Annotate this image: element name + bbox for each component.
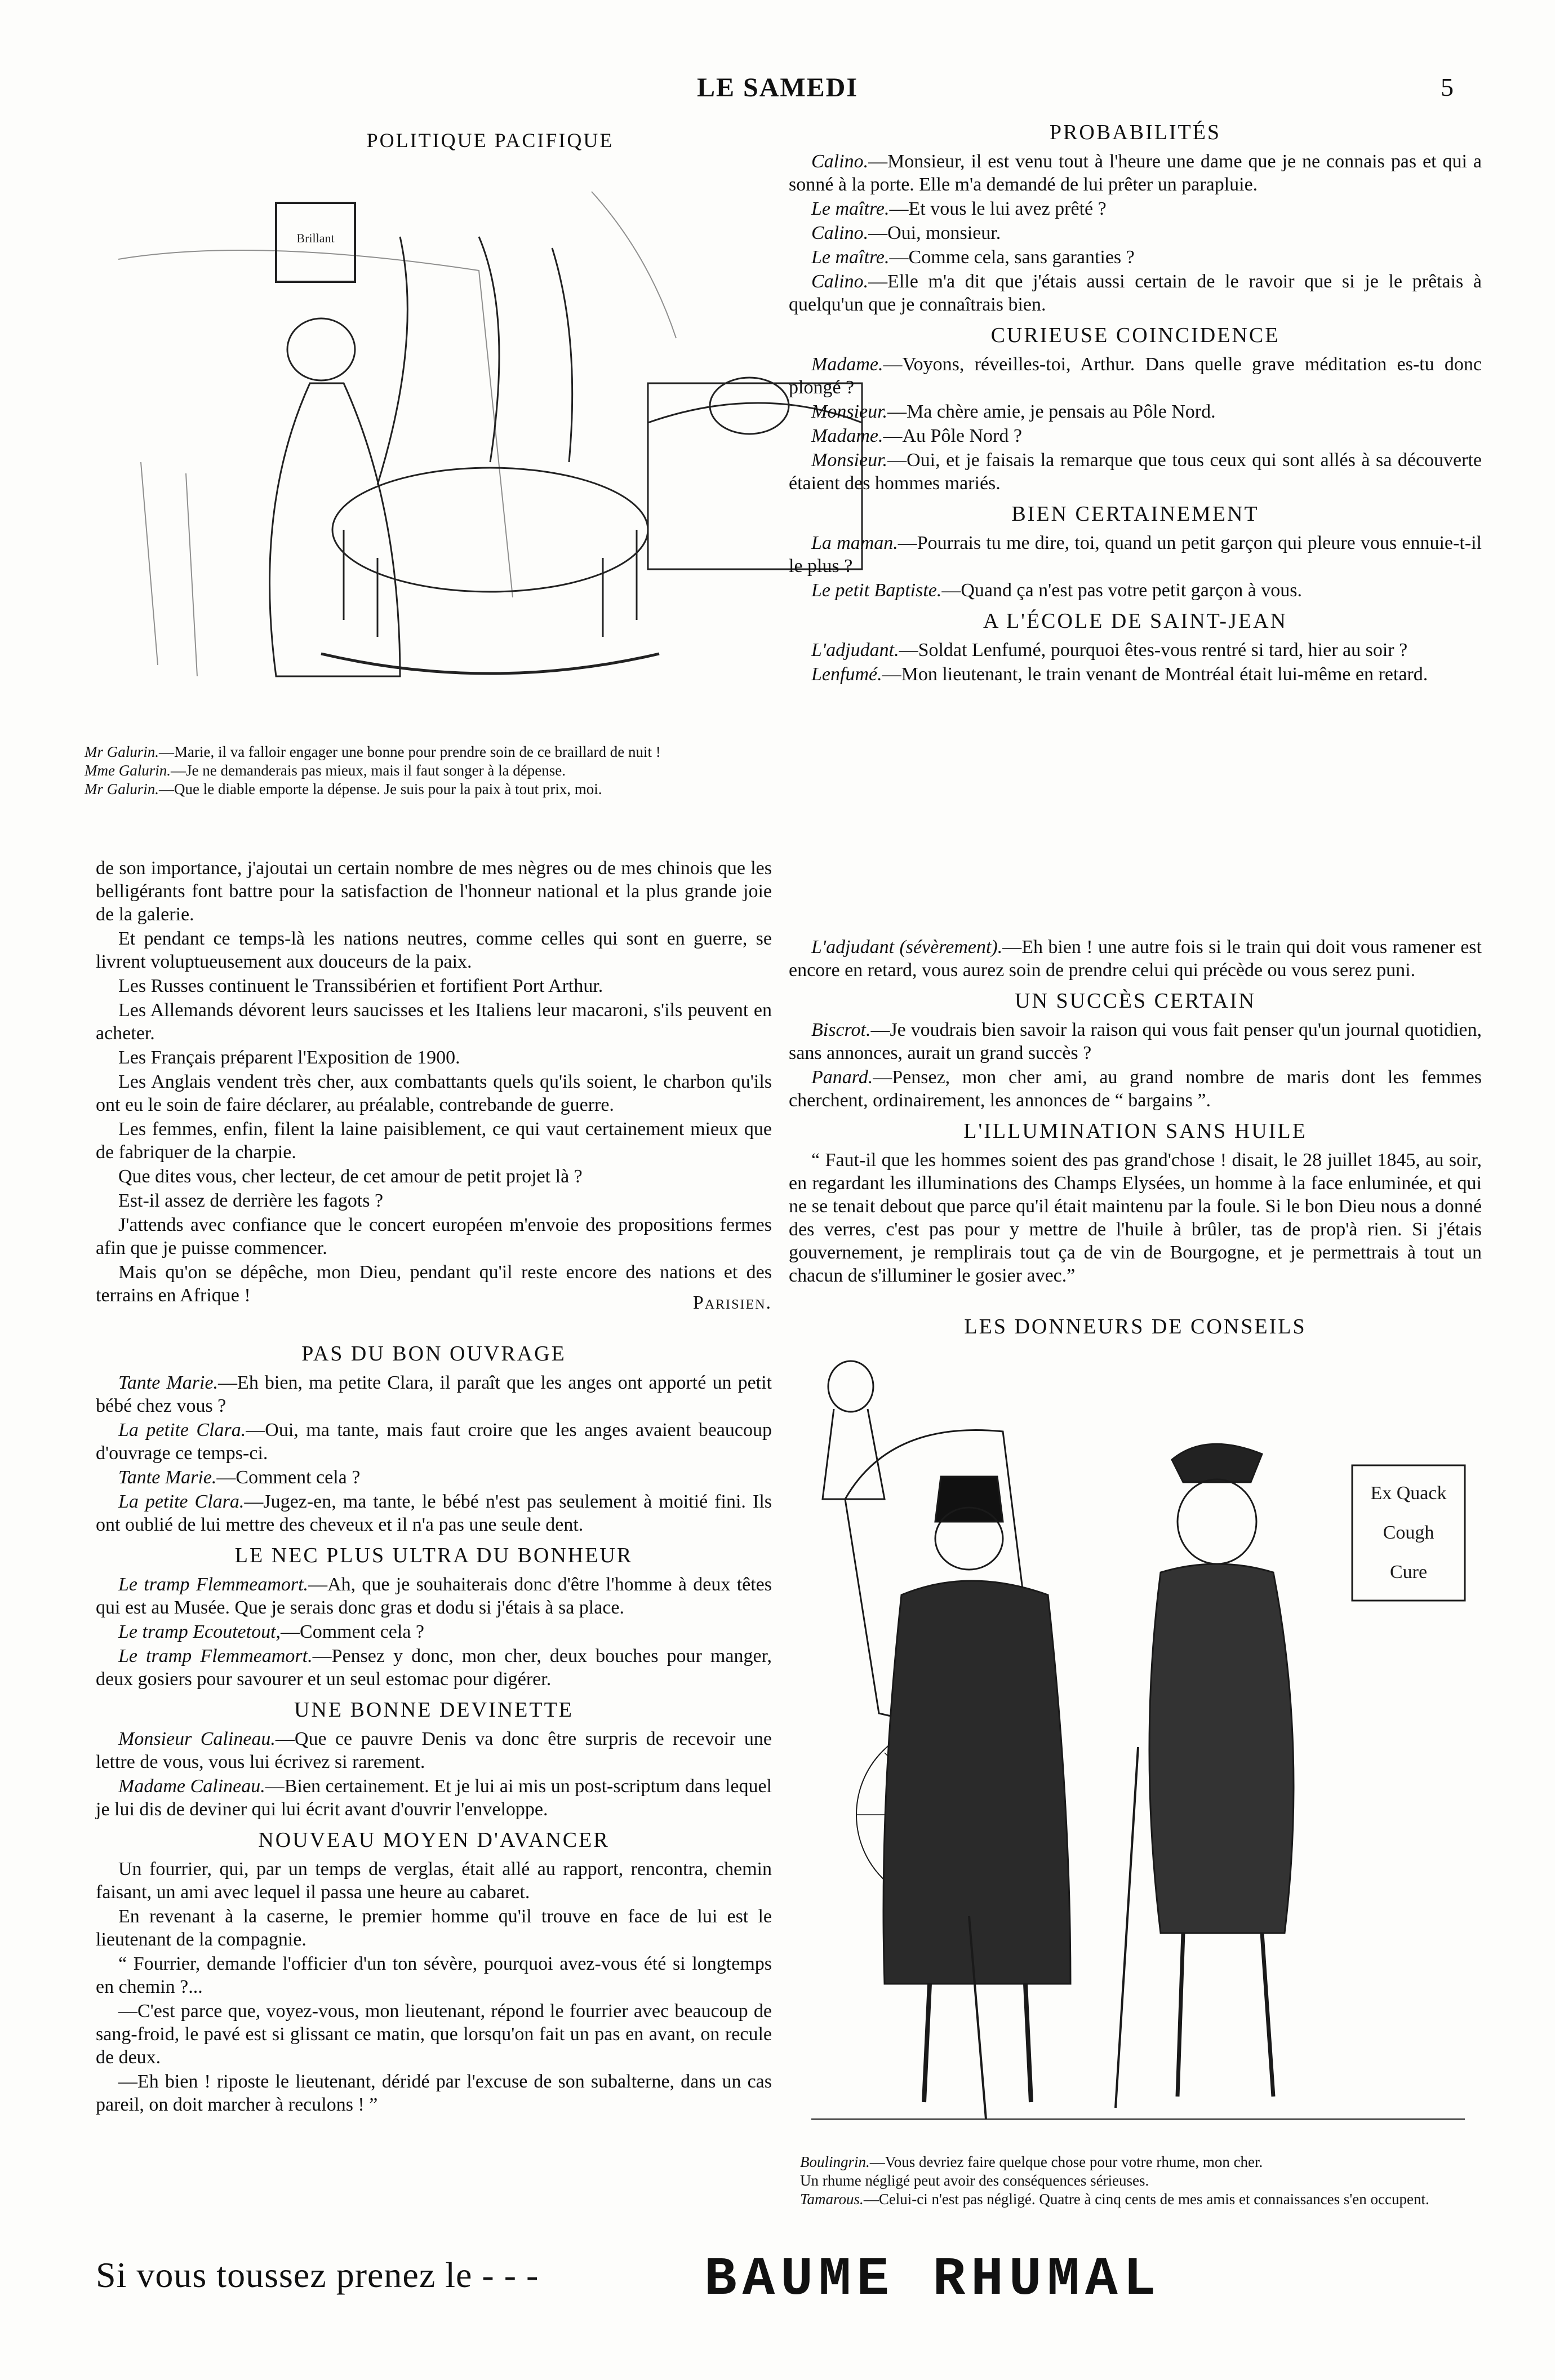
section-title: LE NEC PLUS ULTRA DU BONHEUR [234,1544,633,1567]
advert-text: Si vous toussez prenez le - - - [96,2255,539,2295]
dialogue-line: Calino.—Monsieur, il est venu tout à l'heure une dame que je ne connais pas et qui a sonné à la porte. Elle m'a demandé de lui prêter un parapluie. [789,151,1482,195]
sign-line: Ex Quack [1370,1483,1447,1504]
dialogue-line: L'adjudant.—Soldat Lenfumé, pourquoi êtes-vous rentré si tard, hier au soir ? [811,640,1408,661]
section-title: BIEN CERTAINEMENT [1011,502,1259,526]
dialogue-line: Panard.—Pensez, mon cher ami, au grand nombre de maris dont les femmes cherchent, ordinairement, les annonces de “ bargains ”. [789,1067,1482,1111]
article-paragraph: Les femmes, enfin, filent la laine paisiblement, ce qui vaut certainement mieux que de fabriquer de la charpie. [96,1119,772,1163]
sign-line: Cough [1383,1522,1434,1543]
article-paragraph: Les Anglais vendent très cher, aux combattants quels qu'ils soient, le charbon qu'ils ont eu le soin de faire déclarer, au préalable, contrebande de guerre. [96,1071,772,1115]
article-paragraph: —Eh bien ! riposte le lieutenant, déridé par l'excuse de son subalterne, dans un cas pareil, on doit marcher à reculons ! ” [96,2071,772,2115]
street-illustration [800,1353,1476,2147]
dialogue-line: La petite Clara.—Jugez-en, ma tante, le bébé n'est pas seulement à moitié fini. Ils ont oublié de lui mettre des cheveux et il n'a pas une seule dent. [96,1491,772,1535]
left-article [96,857,772,2117]
dialogue-line: Tante Marie.—Comment cela ? [118,1467,361,1488]
section-title: UNE BONNE DEVINETTE [294,1698,574,1722]
caption-line: Un rhume négligé peut avoir des conséquences sérieuses. [800,2172,1149,2189]
article-paragraph: de son importance, j'ajoutai un certain nombre de mes nègres ou de mes chinois que les belligérants font battre pour la satisfaction de l'honneur national et la plus grande joie de la galerie. [96,858,772,925]
dialogue-line: Le tramp Flemmeamort.—Pensez y donc, mon cher, deux bouches pour manger, deux gosiers pour savourer et un seul estomac pour digérer. [96,1646,772,1690]
article-paragraph: Mais qu'on se dépêche, mon Dieu, pendant qu'il reste encore des nations et des terrains en Afrique ! [96,1262,772,1306]
article-paragraph: Les Allemands dévorent leurs saucisses et les Italiens leur macaroni, s'ils peuvent en acheter. [96,1000,772,1044]
article-paragraph: Que dites vous, cher lecteur, de cet amour de petit projet là ? [118,1166,583,1187]
section-title: L'ILLUMINATION SANS HUILE [963,1119,1307,1143]
dialogue-line: Madame.—Au Pôle Nord ? [811,426,1022,446]
dialogue-line: Lenfumé.—Mon lieutenant, le train venant de Montréal était lui-même en retard. [811,664,1428,685]
dialogue-line: La maman.—Pourrais tu me dire, toi, quand un petit garçon qui pleure vous ennuie-t-il le plus ? [789,533,1482,577]
dialogue-line: Biscrot.—Je voudrais bien savoir la raison qui vous fait penser qu'un journal quotidien, sans annonces, aurait un grand succès ? [789,1020,1482,1063]
article-paragraph: “ Faut-il que les hommes soient des pas grand'chose ! disait, le 28 juillet 1845, au soir, en regardant les illuminations des Champs Elysées, un homme à la face enluminée, et qui ne se tenait debout que parce qu'il était maintenu par la foule. Si le bon Dieu nous a donné des verres, c'est pas pour y mettre de l'huile à brûler, tas de prop'à rien. Si j'étais gouvernement, je remplirais tout ça de vin de Bourgogne, et je permettrais à tout un chacun de s'illuminer le gosier avec.” [789,1150,1482,1286]
right-column-continued [789,936,1482,1344]
dialogue-line: Le tramp Ecoutetout,—Comment cela ? [118,1621,424,1642]
article-paragraph: Est-il assez de derrière les fagots ? [118,1190,384,1211]
section-title: PROBABILITÉS [1049,121,1221,144]
article-paragraph: J'attends avec confiance que le concert européen m'envoie des propositions fermes afin que je puisse commencer. [96,1215,772,1258]
article-paragraph: Les Français préparent l'Exposition de 1900. [118,1047,460,1068]
dialogue-line: Madame Calineau.—Bien certainement. Et je lui ai mis un post-scriptum dans lequel je lui dis de deviner qui lui écrit avant d'ouvrir l'enveloppe. [96,1776,772,1820]
dialogue-line: Le maître.—Comme cela, sans garanties ? [811,247,1135,268]
dialogue-line: Calino.—Elle m'a dit que j'étais aussi certain de le ravoir que si je le prêtais à quelqu'un que je connaîtrais bien. [789,271,1482,315]
newspaper-title: LE SAMEDI [696,73,859,103]
article-paragraph: En revenant à la caserne, le premier homme qu'il trouve en face de lui est le lieutenant de la compagnie. [96,1906,772,1950]
dialogue-line: L'adjudant (sévèrement).—Eh bien ! une autre fois si le train qui doit vous ramener est encore en retard, vous aurez soin de prendre celui qui précède ou vous serez puni. [789,937,1482,981]
dialogue-line: Monsieur.—Oui, et je faisais la remarque que tous ceux qui sont allés à sa découverte étaient des hommes mariés. [789,450,1482,494]
section-title: NOUVEAU MOYEN D'AVANCER [258,1828,610,1852]
caption-line: Tamarous.—Celui-ci n'est pas négligé. Quatre à cinq cents de mes amis et connaissances s'en occupent. [800,2191,1429,2208]
article-signature: Parisien. [692,1292,772,1313]
section-title: CURIEUSE COINCIDENCE [990,323,1280,347]
article-paragraph: Les Russes continuent le Transsibérien et fortifient Port Arthur. [118,976,603,996]
article-paragraph: Un fourrier, qui, par un temps de verglas, était allé au rapport, rencontra, chemin faisant, un ami avec lequel il passa une heure au cabaret. [96,1859,772,1903]
section-title: A L'ÉCOLE DE SAINT-JEAN [983,609,1287,633]
caption-line: Boulingrin.—Vous devriez faire quelque chose pour votre rhume, mon cher. [800,2153,1263,2170]
bedroom-illustration [85,169,873,738]
picture-label: Brillant [296,231,335,245]
section-title: PAS DU BON OUVRAGE [301,1342,566,1366]
dialogue-line: Monsieur.—Ma chère amie, je pensais au Pôle Nord. [811,401,1216,422]
advert-brand: BAUME RHUMAL [704,2249,1162,2310]
caption-line: Mr Galurin.—Marie, il va falloir engager une bonne pour prendre soin de ce braillard de nuit ! [85,743,661,760]
article-paragraph: Et pendant ce temps-là les nations neutres, comme celles qui sont en guerre, se livrent voluptueusement aux douceurs de la paix. [96,928,772,972]
dialogue-line: Calino.—Oui, monsieur. [811,223,1001,243]
section-title: UN SUCCÈS CERTAIN [1015,989,1256,1013]
dialogue-line: Le tramp Flemmeamort.—Ah, que je souhaiterais donc d'être l'homme à deux têtes qui est au Musée. Que je serais donc gras et dodu si j'étais à sa place. [96,1574,772,1618]
caption-line: Mme Galurin.—Je ne demanderais pas mieux, mais il faut songer à la dépense. [85,762,566,779]
article-paragraph: —C'est parce que, voyez-vous, mon lieutenant, répond le fourrier avec beaucoup de sang-froid, le pavé est si glissant ce matin, que lorsqu'on fait un pas en avant, on recule de deux. [96,2001,772,2068]
dialogue-line: Tante Marie.—Eh bien, ma petite Clara, il paraît que les anges ont apporté un petit bébé chez vous ? [96,1372,772,1416]
illustration-left-title: POLITIQUE PACIFIQUE [366,129,614,152]
illustration-right-title: LES DONNEURS DE CONSEILS [964,1315,1307,1339]
illustration-left-caption [85,743,885,799]
caption-line: Mr Galurin.—Que le diable emporte la dépense. Je suis pour la paix à tout prix, moi. [85,781,602,797]
dialogue-line: Monsieur Calineau.—Que ce pauvre Denis va donc être surpris de recevoir une lettre de vous, vous lui écrivez si rarement. [96,1729,772,1772]
dialogue-line: Le maître.—Et vous le lui avez prêté ? [811,198,1107,219]
dialogue-line: Le petit Baptiste.—Quand ça n'est pas votre petit garçon à vous. [811,580,1303,601]
article-paragraph: “ Fourrier, demande l'officier d'un ton sévère, pourquoi avez-vous été si longtemps en chemin ?... [96,1953,772,1997]
page-number: 5 [1441,73,1454,101]
illustration-right-caption [800,2153,1482,2209]
dialogue-line: Madame.—Voyons, réveilles-toi, Arthur. Dans quelle grave méditation es-tu donc plongé ? [789,354,1482,398]
dialogue-line: La petite Clara.—Oui, ma tante, mais faut croire que les anges avaient beaucoup d'ouvrage ce temps-ci. [96,1420,772,1464]
right-column [789,121,1482,687]
sign-line: Cure [1389,1562,1428,1583]
